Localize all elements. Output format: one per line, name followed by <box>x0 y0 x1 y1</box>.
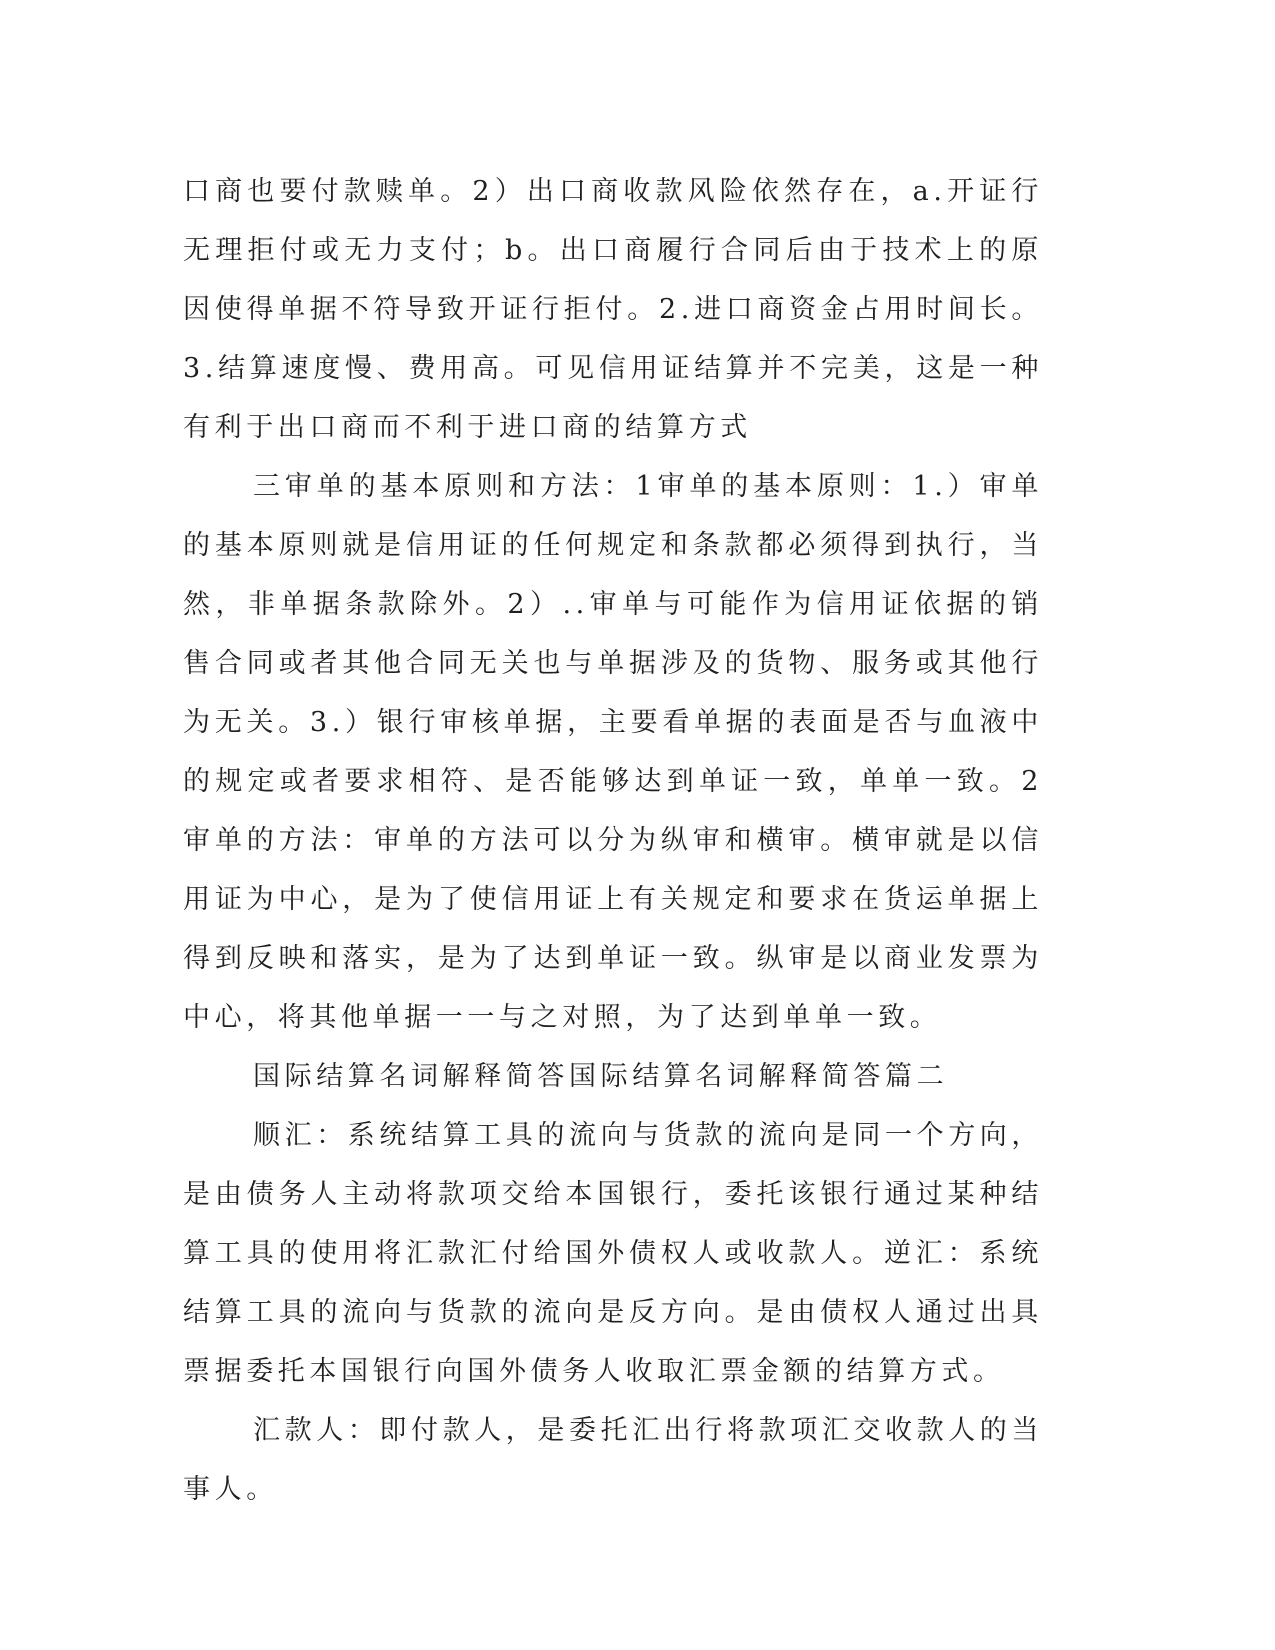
document-body <box>183 162 1043 1519</box>
section-heading: 国际结算名词解释简答国际结算名词解释简答篇二 <box>253 1061 949 1092</box>
paragraph-remittance-types: 顺汇：系统结算工具的流向与货款的流向是同一个方向，是由债务人主动将款项交给本国银行，委托该银行通过某种结算工具的使用将汇款汇付给国外债权人或收款人。逆汇：系统结算工具的流向与货款的流向是反方向。是由债权人通过出具票据委托本国银行向国外债务人收取汇票金额的结算方式。 <box>183 1120 1043 1387</box>
paragraph-continuation: 口商也要付款赎单。2）出口商收款风险依然存在，a.开证行无理拒付或无力支付；b。出口商履行合同后由于技术上的原因使得单据不符导致开证行拒付。2.进口商资金占用时间长。3.结算速度慢、费用高。可见信用证结算并不完美，这是一种有利于出口商而不利于进口商的结算方式 <box>183 176 1043 443</box>
paragraph-review-principles: 三审单的基本原则和方法：1审单的基本原则：1.）审单的基本原则就是信用证的任何规定和条款都必须得到执行，当然，非单据条款除外。2）..审单与可能作为信用证依据的销售合同或者其他合同无关也与单据涉及的货物、服务或其他行为无关。3.）银行审核单据，主要看单据的表面是否与血液中的规定或者要求相符、是否能够达到单证一致，单单一致。2审单的方法：审单的方法可以分为纵审和横审。横审就是以信用证为中心，是为了使信用证上有关规定和要求在货运单据上得到反映和落实，是为了达到单证一致。纵审是以商业发票为中心，将其他单据一一与之对照，为了达到单单一致。 <box>183 471 1043 1033</box>
paragraph-remitter: 汇款人：即付款人，是委托汇出行将款项汇交收款人的当事人。 <box>183 1415 1043 1505</box>
